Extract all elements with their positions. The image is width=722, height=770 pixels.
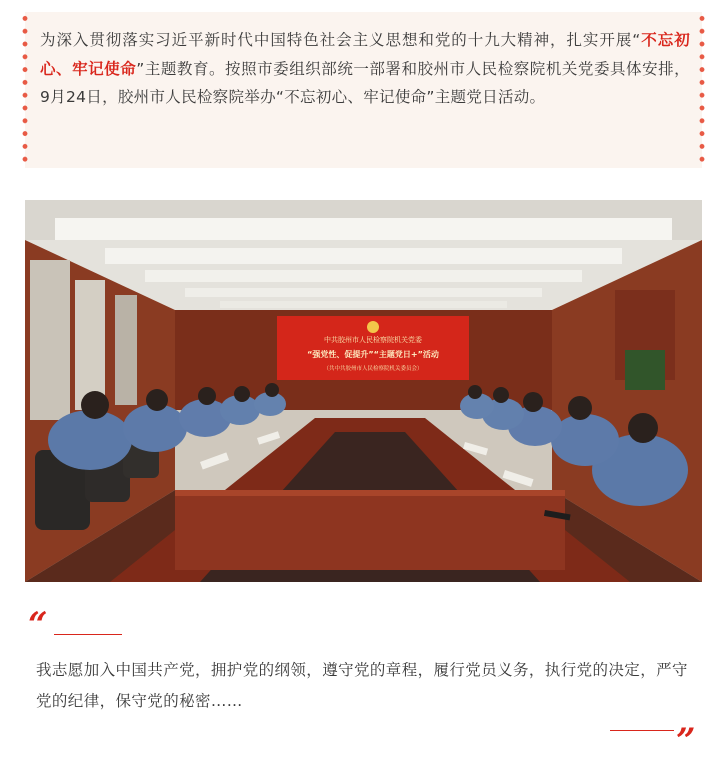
intro-paragraph (40, 26, 690, 112)
quote-close-decoration (610, 721, 702, 761)
open-quote-mark: “ (28, 605, 48, 645)
dotted-border-right (698, 12, 706, 168)
meeting-photo (25, 200, 702, 582)
dotted-border-left (21, 12, 29, 168)
intro-highlight: 不忘初心、牢记使命 (40, 31, 690, 78)
intro-text-after: ”主题教育。按照市委组织部统一部署和胶州市人民检察院机关党委具体安排，9月24日，胶州市人民检察院举办“不忘初心、牢记使命”主题党日活动。 (40, 59, 690, 106)
quote-open-decoration (28, 605, 128, 645)
open-quote-line (54, 634, 122, 635)
banner-line-2: “强党性、促提升”“主题党日+”活动 (307, 350, 439, 359)
close-quote-mark: ” (676, 721, 696, 761)
close-quote-line (610, 730, 674, 731)
oath-paragraph: 我志愿加入中国共产党，拥护党的纲领，遵守党的章程，履行党员义务，执行党的决定，严守党的纪律，保守党的秘密…… (36, 661, 688, 710)
banner-line-3: （共中共胶州市人民检察院机关委员会） (323, 366, 423, 372)
intro-text-before: 为深入贯彻落实习近平新时代中国特色社会主义思想和党的十九大精神，扎实开展 (40, 31, 633, 49)
intro-open-quote: “ (632, 31, 641, 49)
intro-box (25, 12, 702, 168)
banner-line-1: 中共胶州市人民检察院机关党委 (324, 336, 422, 344)
